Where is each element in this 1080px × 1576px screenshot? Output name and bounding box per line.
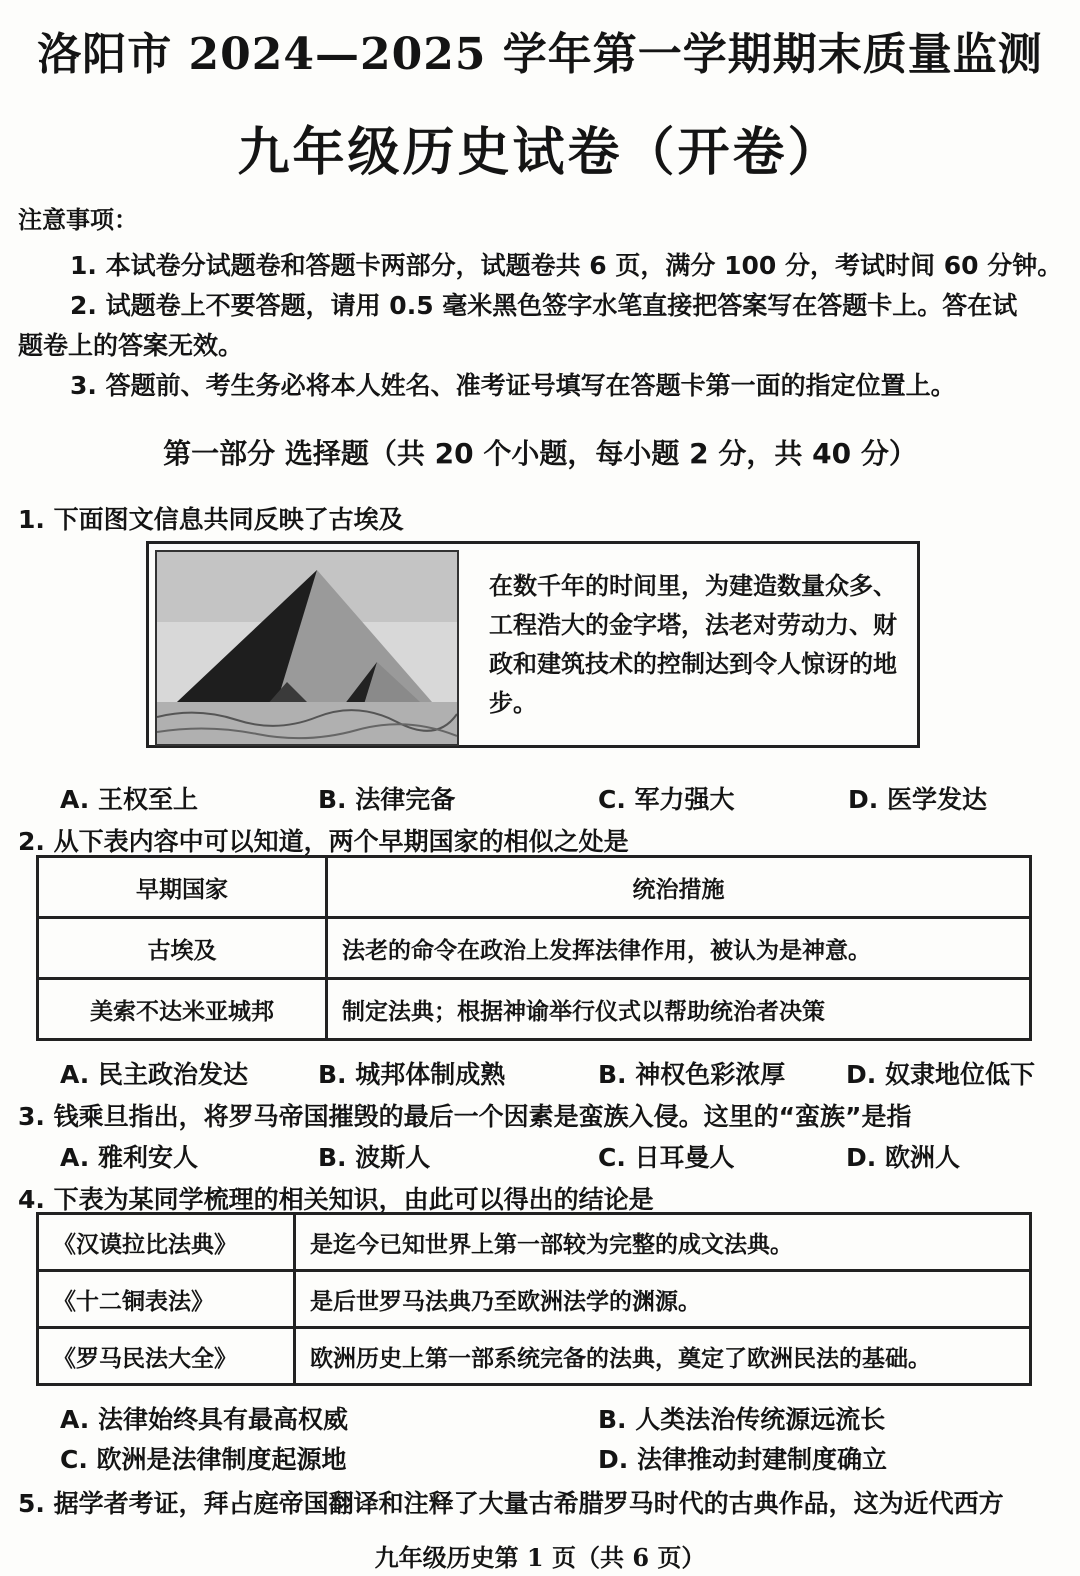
section-heading: 第一部分 选择题（共 20 个小题，每小题 2 分，共 40 分） — [163, 437, 917, 470]
pyramids-image — [155, 550, 459, 746]
note-item: 1. 本试卷分试题卷和答题卡两部分，试题卷共 6 页，满分 100 分，考试时间 60 分钟。 — [70, 251, 1063, 280]
option-c[interactable]: C. 日耳曼人 — [598, 1143, 735, 1172]
option-d[interactable]: D. 欧洲人 — [846, 1143, 960, 1172]
option-a[interactable]: A. 民主政治发达 — [60, 1060, 249, 1089]
question-1-quote: 在数千年的时间里，为建造数量众多、工程浩大的金字塔，法老对劳动力、财政和建筑技术的控制达到令人惊讶的地步。 — [489, 571, 897, 717]
note-item: 3. 答题前、考生务必将本人姓名、准考证号填写在答题卡第一面的指定位置上。 — [70, 371, 956, 400]
note-item: 题卷上的答案无效。 — [18, 331, 244, 360]
pyramids-illustration — [157, 552, 457, 744]
note-item: 2. 试题卷上不要答题，请用 0.5 毫米黑色签字水笔直接把答案写在答题卡上。答在试 — [70, 291, 1018, 320]
table-cell: 《罗马民法大全》 — [38, 1328, 295, 1385]
exam-subtitle: 九年级历史试卷（开卷） — [237, 123, 843, 183]
question-2-table — [36, 855, 1032, 1041]
option-b[interactable]: B. 人类法治传统源远流长 — [598, 1405, 886, 1434]
question-4-stem: 4. 下表为某同学梳理的相关知识，由此可以得出的结论是 — [18, 1185, 654, 1214]
notes-heading: 注意事项： — [18, 206, 138, 234]
table-header-row — [38, 857, 1031, 918]
table-row — [38, 918, 1031, 979]
option-b[interactable]: B. 法律完备 — [318, 785, 456, 814]
option-c[interactable]: C. 军力强大 — [598, 785, 735, 814]
table-header-cell: 统治措施 — [327, 857, 1031, 918]
question-2-stem: 2. 从下表内容中可以知道，两个早期国家的相似之处是 — [18, 827, 629, 856]
option-d[interactable]: D. 法律推动封建制度确立 — [598, 1445, 887, 1474]
table-row — [38, 979, 1031, 1040]
table-cell: 《汉谟拉比法典》 — [38, 1214, 295, 1271]
question-5-stem: 5. 据学者考证，拜占庭帝国翻译和注释了大量古希腊罗马时代的古典作品，这为近代西方 — [18, 1489, 1004, 1518]
question-3-stem: 3. 钱乘旦指出，将罗马帝国摧毁的最后一个因素是蛮族入侵。这里的“蛮族”是指 — [18, 1102, 912, 1131]
table-cell: 古埃及 — [38, 918, 327, 979]
table-cell: 是后世罗马法典乃至欧洲法学的渊源。 — [295, 1271, 1031, 1328]
table-cell: 欧洲历史上第一部系统完备的法典，奠定了欧洲民法的基础。 — [295, 1328, 1031, 1385]
option-c[interactable]: C. 欧洲是法律制度起源地 — [60, 1445, 347, 1474]
table-cell: 制定法典；根据神谕举行仪式以帮助统治者决策 — [327, 979, 1031, 1040]
question-1-material — [146, 541, 920, 748]
option-b[interactable]: B. 城邦体制成熟 — [318, 1060, 506, 1089]
table-cell: 美索不达米亚城邦 — [38, 979, 327, 1040]
option-a[interactable]: A. 雅利安人 — [60, 1143, 199, 1172]
exam-title: 洛阳市 2024—2025 学年第一学期期末质量监测 — [37, 29, 1043, 80]
table-cell: 法老的命令在政治上发挥法律作用，被认为是神意。 — [327, 918, 1031, 979]
option-a[interactable]: A. 法律始终具有最高权威 — [60, 1405, 349, 1434]
page-footer: 九年级历史第 1 页（共 6 页） — [374, 1543, 706, 1572]
table-row — [38, 1328, 1031, 1385]
table-row — [38, 1271, 1031, 1328]
table-header-cell: 早期国家 — [38, 857, 327, 918]
option-b[interactable]: B. 波斯人 — [318, 1143, 431, 1172]
option-a[interactable]: A. 王权至上 — [60, 785, 199, 814]
option-d[interactable]: D. 奴隶地位低下 — [846, 1060, 1035, 1089]
question-1-stem: 1. 下面图文信息共同反映了古埃及 — [18, 505, 404, 534]
option-c[interactable]: B. 神权色彩浓厚 — [598, 1060, 786, 1089]
table-row — [38, 1214, 1031, 1271]
table-cell: 是迄今已知世界上第一部较为完整的成文法典。 — [295, 1214, 1031, 1271]
option-d[interactable]: D. 医学发达 — [848, 785, 987, 814]
question-4-table — [36, 1212, 1032, 1386]
table-cell: 《十二铜表法》 — [38, 1271, 295, 1328]
